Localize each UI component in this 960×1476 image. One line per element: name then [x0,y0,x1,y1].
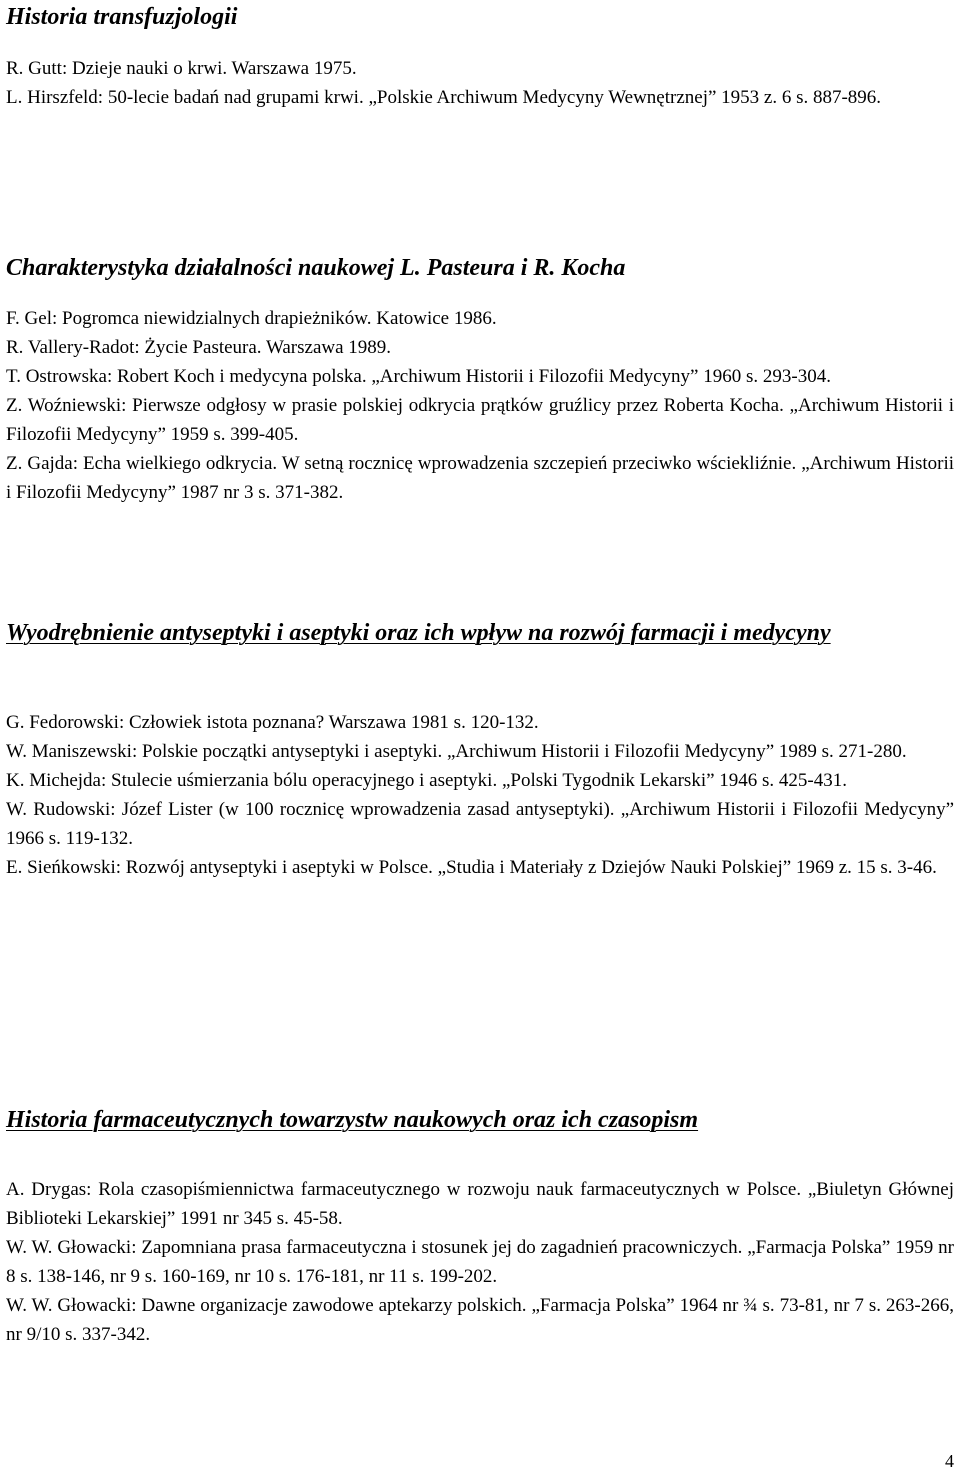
bibliography-list [6,1175,954,1349]
section-heading: Charakterystyka działalności naukowej L. Pasteura i R. Kocha [6,255,626,281]
bibliography-entry: G. Fedorowski: Człowiek istota poznana? Warszawa 1981 s. 120-132. [6,712,539,733]
section-pharmaceutical-societies [6,1103,954,1349]
section-heading: Wyodrębnienie antyseptyki i aseptyki oraz ich wpływ na rozwój farmacji i medycyny [6,620,831,646]
bibliography-entry: R. Gutt: Dzieje nauki o krwi. Warszawa 1975. [6,58,357,79]
bibliography-list [6,54,954,112]
bibliography-entry: W. W. Głowacki: Zapomniana prasa farmaceutyczna i stosunek jej do zagadnień pracowniczych. „Farmacja Polska” 1959 nr 8 s. 138-146, nr 9 s. 160-169, nr 10 s. 176-181, nr 11 s. 199-202. [6,1237,954,1287]
bibliography-entry: Z. Woźniewski: Pierwsze odgłosy w prasie polskiej odkrycia prątków gruźlicy przez Roberta Kocha. „Archiwum Historii i Filozofii Medycyny” 1959 s. 399-405. [6,395,954,445]
bibliography-entry: W. W. Głowacki: Dawne organizacje zawodowe aptekarzy polskich. „Farmacja Polska” 1964 nr ¾ s. 73-81, nr 7 s. 263-266, nr 9/10 s. 337-342. [6,1295,954,1345]
bibliography-entry: T. Ostrowska: Robert Koch i medycyna polska. „Archiwum Historii i Filozofii Medycyny” 1960 s. 293-304. [6,366,831,387]
bibliography-entry: F. Gel: Pogromca niewidzialnych drapieżników. Katowice 1986. [6,308,497,329]
bibliography-entry: Z. Gajda: Echa wielkiego odkrycia. W setną rocznicę wprowadzenia szczepień przeciwko wściekliźnie. „Archiwum Historii i Filozofii Medycyny” 1987 nr 3 s. 371-382. [6,453,954,503]
bibliography-entry: E. Sieńkowski: Rozwój antyseptyki i aseptyki w Polsce. „Studia i Materiały z Dziejów Nauki Polskiej” 1969 z. 15 s. 3-46. [6,857,937,878]
bibliography-entry: L. Hirszfeld: 50-lecie badań nad grupami krwi. „Polskie Archiwum Medycyny Wewnętrznej” 1953 z. 6 s. 887-896. [6,87,882,108]
page-number: 4 [945,1451,954,1471]
bibliography-entry: K. Michejda: Stulecie uśmierzania bólu operacyjnego i aseptyki. „Polski Tygodnik Lekarski” 1946 s. 425-431. [6,770,848,791]
section-heading: Historia transfuzjologii [6,4,238,30]
section-transfusion-history [6,0,954,112]
bibliography-entry: R. Vallery-Radot: Życie Pasteura. Warszawa 1989. [6,337,392,358]
bibliography-list [6,708,954,882]
bibliography-entry: W. Rudowski: Józef Lister (w 100 rocznicę wprowadzenia zasad antyseptyki). „Archiwum Historii i Filozofii Medycyny” 1966 s. 119-132. [6,799,954,849]
bibliography-list [6,304,954,507]
section-heading: Historia farmaceutycznych towarzystw naukowych oraz ich czasopism [6,1107,699,1133]
section-pasteur-koch [6,251,954,507]
bibliography-entry: A. Drygas: Rola czasopiśmiennictwa farmaceutycznego w rozwoju nauk farmaceutycznych w Polsce. „Biuletyn Głównej Biblioteki Lekarskiej” 1991 nr 345 s. 45-58. [6,1179,954,1229]
section-antisepsis-asepsis [6,616,954,882]
bibliography-entry: W. Maniszewski: Polskie początki antyseptyki i aseptyki. „Archiwum Historii i Filozofii Medycyny” 1989 s. 271-280. [6,741,907,762]
